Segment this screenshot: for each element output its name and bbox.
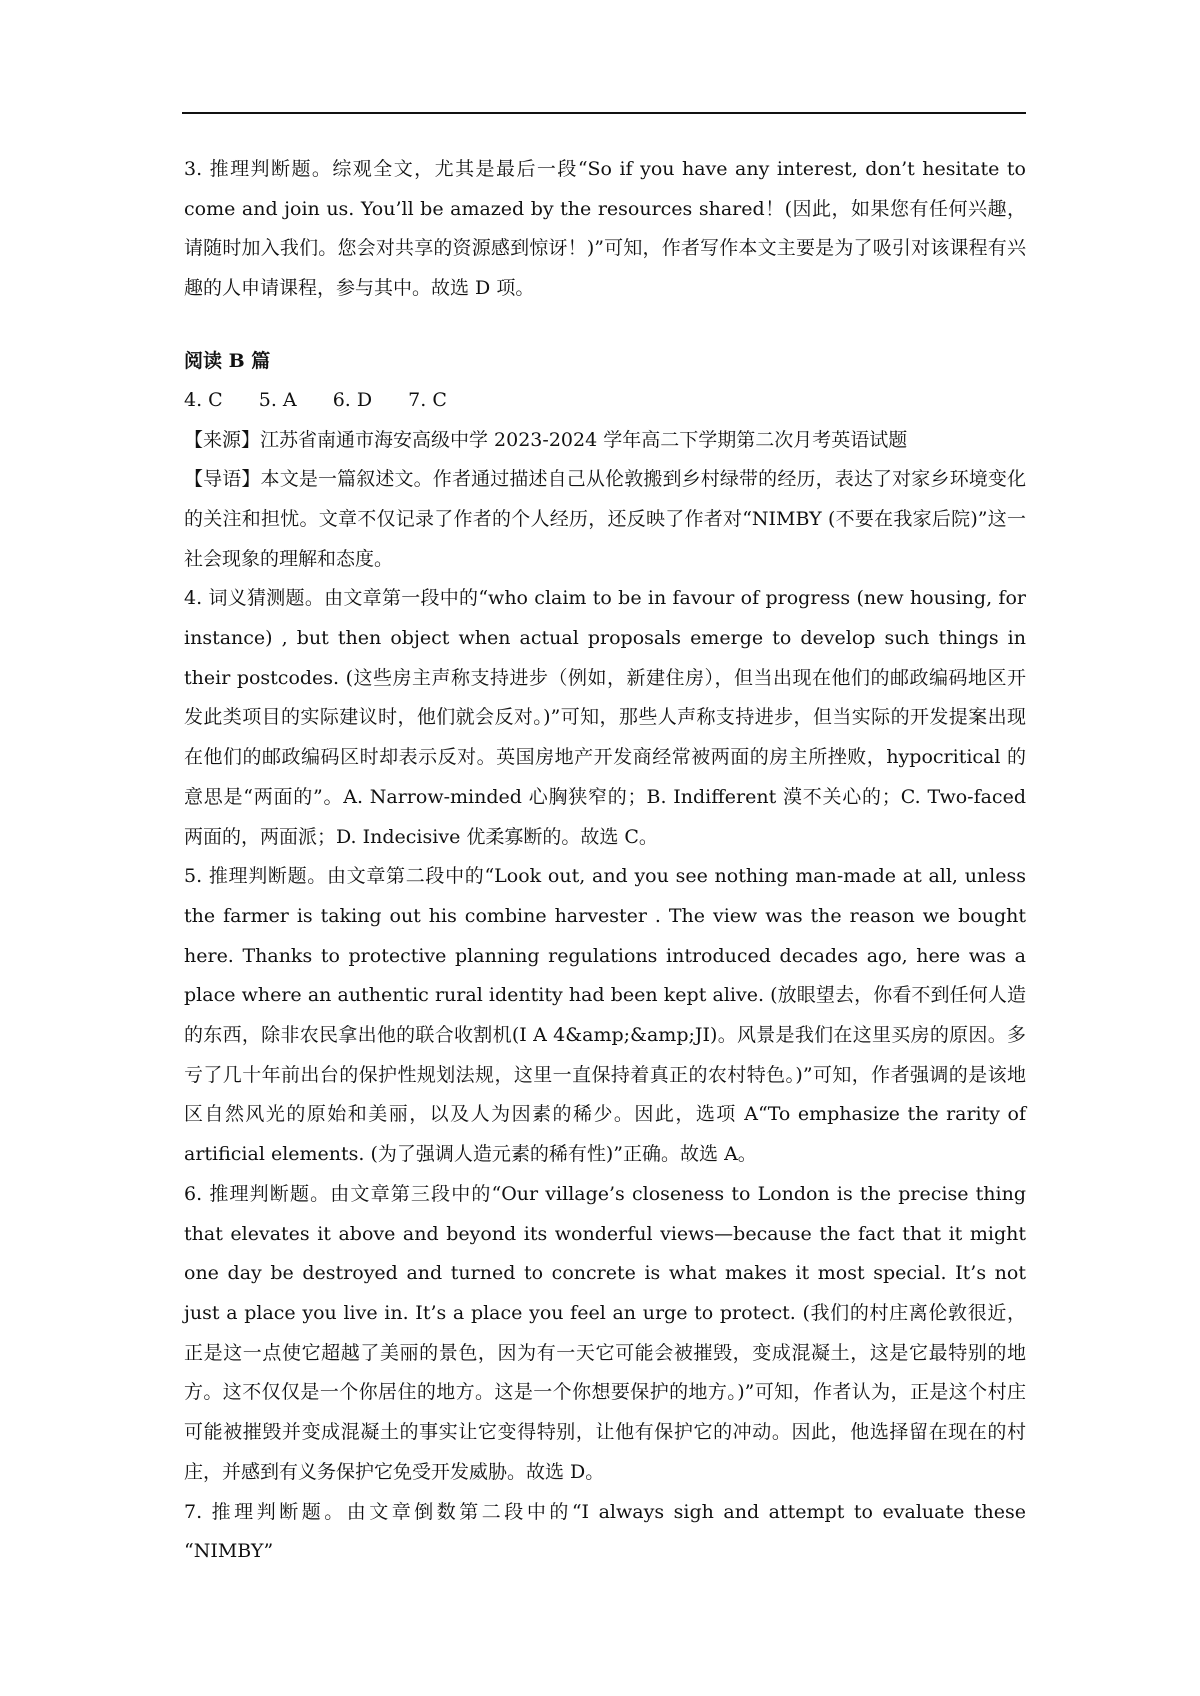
q5-explanation: 5. 推理判断题。由文章第二段中的“Look out, and you see nothing man-made at all, unless the farmer is taking out his combine harvester . The view was the reason we bought here. Thanks to protective planning regulations introduced decades ago, here was a place where an authentic rural identity had been kept alive. (放眼望去，你看不到任何人造的东西，除非农民拿出他的联合收割机(I A 4&amp;&amp;JI)。风景是我们在这里买房的原因。多亏了几十年前出台的保护性规划法规，这里一直保持着真正的农村特色。)”可知，作者强调的是该地区自然风光的原始和美丽，以及人为因素的稀少。因此，选项 A“To emphasize the rarity of artificial elements. (为了强调人造元素的稀有性)”正确。故选 A。 xyxy=(184,865,1026,1166)
answer-4: 4. C xyxy=(184,388,223,411)
answer-5: 5. A xyxy=(258,388,297,411)
section-b-title: 阅读 B 篇 xyxy=(184,349,271,372)
section-b-answers xyxy=(184,381,1026,421)
q6-explanation: 6. 推理判断题。由文章第三段中的“Our village’s closeness to London is the precise thing that elevates it above and beyond its wonderful views—because the fact that it might one day be destroyed and turned to concrete is what makes it most special. It’s not just a place you live in. It’s a place you feel an urge to protect. (我们的村庄离伦敦很近，正是这一点使它超越了美丽的景色，因为有一天它可能会被摧毁，变成混凝土，这是它最特别的地方。这不仅仅是一个你居住的地方。这是一个你想要保护的地方。)”可知，作者认为，正是这个村庄可能被摧毁并变成混凝土的事实让它变得特别，让他有保护它的冲动。因此，他选择留在现在的村庄，并感到有义务保护它免受开发威胁。故选 D。 xyxy=(184,1182,1026,1483)
document-body xyxy=(184,150,1026,1572)
answer-7: 7. C xyxy=(408,388,447,411)
answer-6: 6. D xyxy=(332,388,373,411)
source-line: 【来源】江苏省南通市海安高级中学 2023-2024 学年高二下学期第二次月考英语试题 xyxy=(184,428,908,451)
q4-explanation: 4. 词义猜测题。由文章第一段中的“who claim to be in favour of progress (new housing, for instance) , but then object when actual proposals emerge to develop such things in their postcodes. (这些房主声称支持进步（例如，新建住房），但当出现在他们的邮政编码地区开发此类项目的实际建议时，他们就会反对。)”可知，那些人声称支持进步，但当实际的开发提案出现在他们的邮政编码区时却表示反对。英国房地产开发商经常被两面的房主所挫败，hypocritical 的意思是“两面的”。A. Narrow-minded 心胸狭窄的；B. Indifferent 漠不关心的；C. Two-faced 两面的，两面派；D. Indecisive 优柔寡断的。故选 C。 xyxy=(184,587,1026,848)
intro-paragraph: 【导语】本文是一篇叙述文。作者通过描述自己从伦敦搬到乡村绿带的经历，表达了对家乡环境变化的关注和担忧。文章不仅记录了作者的个人经历，还反映了作者对“NIMBY (不要在我家后院)”这一社会现象的理解和态度。 xyxy=(184,468,1026,570)
section-gap xyxy=(184,309,1026,341)
q7-explanation: 7. 推理判断题。由文章倒数第二段中的“I always sigh and attempt to evaluate these “NIMBY” xyxy=(184,1500,1026,1563)
q3-explanation: 3. 推理判断题。综观全文，尤其是最后一段“So if you have any interest, don’t hesitate to come and join us. You’ll be amazed by the resources shared！(因此，如果您有任何兴趣，请随时加入我们。您会对共享的资源感到惊讶！)”可知，作者写作本文主要是为了吸引对该课程有兴趣的人申请课程，参与其中。故选 D 项。 xyxy=(184,158,1026,300)
header-rule xyxy=(182,112,1026,114)
